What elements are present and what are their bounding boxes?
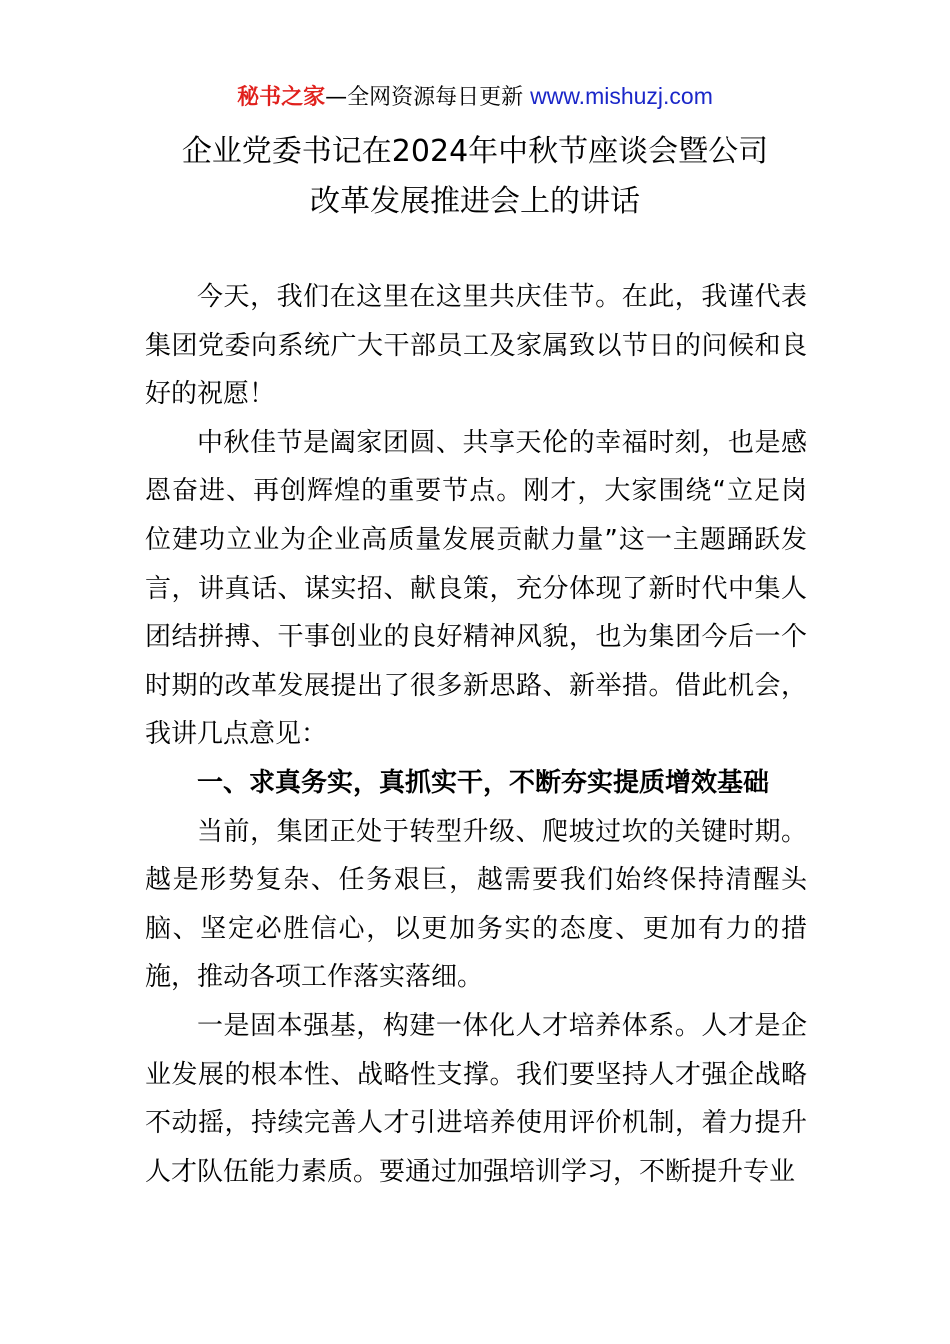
paragraph-greeting: 今天，我们在这里在这里共庆佳节。在此，我谨代表集团党委向系统广大干部员工及家属致以节日的问候和良好的祝愿！: [145, 282, 807, 410]
title-line-2: 改革发展推进会上的讲话: [310, 184, 640, 219]
document-body: [145, 273, 807, 1196]
site-header: [0, 80, 950, 114]
paragraph-intro: 中秋佳节是阖家团圆、共享天伦的幸福时刻，也是感恩奋进、再创辉煌的重要节点。刚才，大家围绕“立足岗位建功立业为企业高质量发展贡献力量”这一主题踊跃发言，讲真话、谋实招、献良策，充分体现了新时代中集人团结拼搏、干事创业的良好精神风貌，也为集团今后一个时期的改革发展提出了很多新思路、新举措。借此机会，我讲几点意见：: [145, 427, 807, 750]
title-line-1: 企业党委书记在2024年中秋节座谈会暨公司: [181, 134, 769, 169]
site-url-link[interactable]: www.mishuzj.com: [530, 83, 713, 109]
header-tagline: —全网资源每日更新: [325, 85, 531, 110]
paragraph-point-1: 一是固本强基，构建一体化人才培养体系。人才是企业发展的根本性、战略性支撑。我们要坚持人才强企战略不动摇，持续完善人才引进培养使用评价机制，着力提升人才队伍能力素质。要通过加强培训学习，不断提升专业: [145, 1010, 807, 1187]
section-heading-1: 一、求真务实，真抓实干，不断夯实提质增效基础: [197, 767, 770, 798]
document-title: [0, 127, 950, 227]
paragraph-section-1: 当前，集团正处于转型升级、爬坡过坎的关键时期。越是形势复杂、任务艰巨，越需要我们始终保持清醒头脑、坚定必胜信心，以更加务实的态度、更加有力的措施，推动各项工作落实落细。: [145, 816, 807, 993]
brand-name: 秘书之家: [237, 85, 326, 110]
